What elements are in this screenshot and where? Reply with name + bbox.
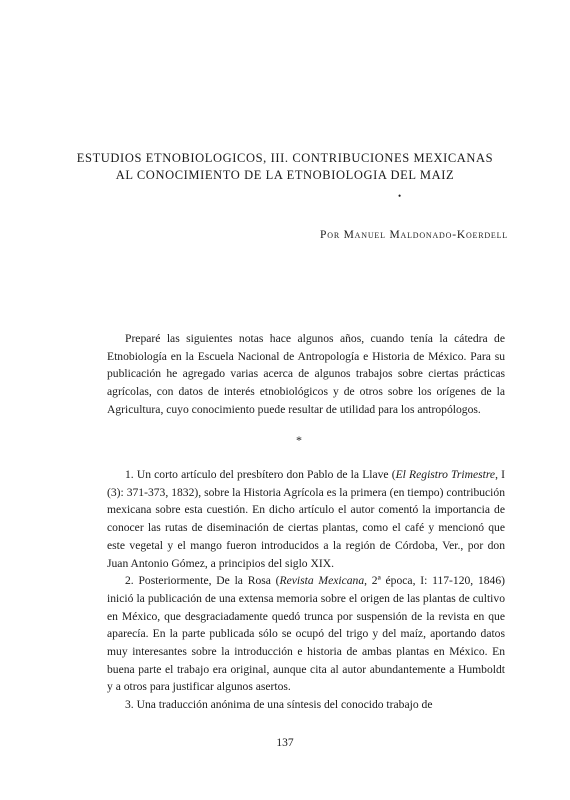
intro-text: Preparé las siguientes notas hace algunos años, cuando tenía la cátedra de Etnobiología en la Escuela Nacional de Antropología e Historia de México. Para su publicación he agregado varias acerca de algunos trabajos sobre ciertas prácticas agrícolas, con datos de interés etnobiológicos y de otros sobre los orígenes de la Agricultura, cuyo conocimiento puede resultar de utilidad para los antropólogos. bbox=[107, 332, 505, 416]
stray-dot: • bbox=[398, 191, 402, 201]
author-prefix: Por bbox=[320, 229, 340, 241]
title-line-2: AL CONOCIMIENTO DE LA ETNOBIOLOGIA DEL MAIZ bbox=[115, 168, 455, 182]
page-number: 137 bbox=[276, 737, 294, 749]
list-item: 1. Un corto artículo del presbítero don Pablo de la Llave (El Registro Trimestre, I (3): 371-373, 1832), sobre la Historia Agrícola es la primera (en tiempo) contribución mexicana sobre esta cuestión. En dicho artículo el autor comentó la importancia de conocer las rutas de diseminación de ciertas plantas, como el café y mencionó que este vegetal y el mango fueron introducidos a la región de Córdoba, Ver., por don Juan Antonio Gómez, a principios del siglo XIX. bbox=[107, 468, 505, 570]
title-line-1: ESTUDIOS ETNOBIOLOGICOS, III. CONTRIBUCIONES MEXICANAS bbox=[76, 151, 494, 165]
section-separator: * bbox=[296, 433, 302, 447]
list-item: 2. Posteriormente, De la Rosa (Revista Mexicana, 2ª época, I: 117-120, 1846) inició la publicación de una extensa memoria sobre el origen de las plantas de cultivo en México, que desgraciadamente quedó trunca por suspensión de la revista en que aparecía. En la parte publicada sólo se ocupó del trigo y del maíz, aportando datos muy interesantes sobre la introducción e historia de ambas plantas en México. En buena parte el trabajo era original, aunque cita al autor abundantemente a Humboldt y a otros para justificar algunos asertos. bbox=[107, 574, 505, 694]
author-name: Manuel Maldonado-Koerdell bbox=[343, 229, 508, 241]
intro-paragraph bbox=[107, 330, 505, 419]
article-title bbox=[60, 150, 510, 184]
author-line bbox=[320, 229, 508, 241]
list-item: 3. Una traducción anónima de una síntesis del conocido trabajo de bbox=[125, 698, 433, 712]
numbered-items bbox=[107, 466, 505, 714]
